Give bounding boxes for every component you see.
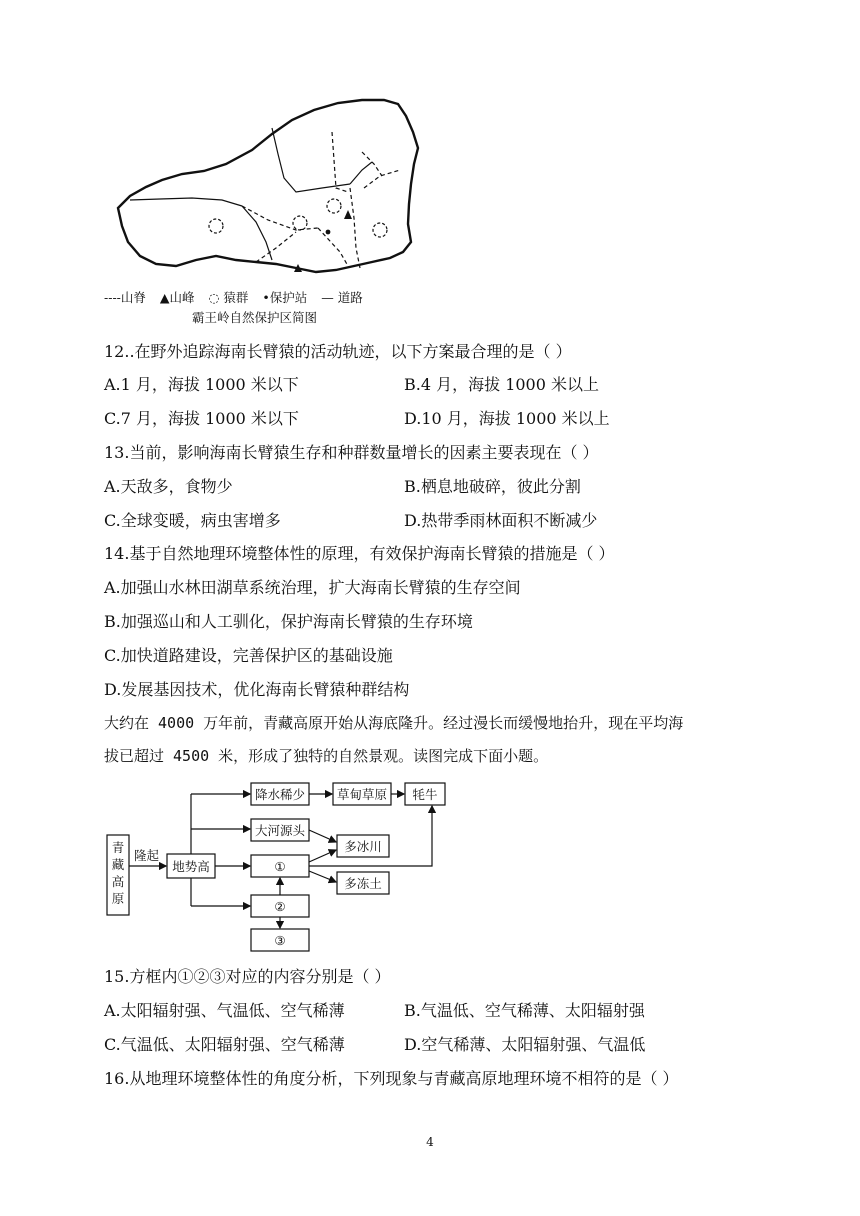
q14-option-d: D.发展基因技术，优化海南长臂猿种群结构 [104, 680, 410, 699]
reserve-map [100, 92, 440, 292]
q14-option-c: C.加快道路建设，完善保护区的基础设施 [104, 646, 393, 665]
legend-gibbon: ◌ 猿群 [208, 290, 249, 305]
uplift-label: 隆起 [134, 848, 160, 863]
gibbon-group-icon [209, 219, 223, 233]
high-terrain-label: 地势高 [172, 859, 210, 874]
q13-option-c: C.全球变暖，病虫害增多 [104, 511, 281, 530]
plateau-flow-diagram [104, 778, 450, 954]
gibbon-group-icon [327, 199, 341, 213]
q14-stem: 14.基于自然地理环境整体性的原理，有效保护海南长臂猿的措施是（ ） [104, 544, 615, 563]
box-1-label: ① [274, 859, 286, 874]
ridge-line [364, 170, 400, 188]
road-line [350, 162, 372, 184]
q12-option-d: D.10 月，海拔 1000 米以上 [404, 409, 610, 428]
plateau-char: 青 [111, 840, 125, 855]
gibbon-group-icon [373, 223, 387, 237]
plateau-char: 藏 [111, 857, 125, 872]
ridge-line [256, 232, 296, 262]
q12-stem: 12..在野外追踪海南长臂猿的活动轨迹，以下方案最合理的是（ ） [104, 342, 572, 361]
box-2-label: ② [274, 899, 286, 914]
ridge-line [318, 228, 348, 266]
plateau-char: 原 [111, 891, 125, 906]
q15-option-b: B.气温低、空气稀薄、太阳辐射强 [404, 1001, 645, 1020]
q15-option-a: A.太阳辐射强、气温低、空气稀薄 [104, 1001, 345, 1020]
plateau-char: 高 [111, 874, 125, 889]
ridge-line [332, 132, 348, 192]
ridge-line [242, 206, 318, 230]
ridge-line [362, 152, 382, 176]
river-source-label: 大河源头 [254, 823, 306, 838]
passage-line-2: 拔已超过 4500 米，形成了独特的自然景观。读图完成下面小题。 [104, 747, 549, 765]
legend-ridge: ----山脊 [104, 290, 146, 305]
map-legend [104, 288, 373, 306]
legend-peak: ▲山峰 [159, 290, 195, 305]
grassland-label: 草甸草原 [336, 787, 388, 802]
q13-stem: 13.当前，影响海南长臂猿生存和种群数量增长的因素主要表现在（ ） [104, 443, 599, 462]
q14-option-a: A.加强山水林田湖草系统治理，扩大海南长臂猿的生存空间 [104, 578, 521, 597]
q12-option-c: C.7 月，海拔 1000 米以下 [104, 409, 299, 428]
rain-label: 降水稀少 [254, 787, 306, 802]
q15-option-c: C.气温低、太阳辐射强、空气稀薄 [104, 1035, 345, 1054]
glacier-label: 多冰川 [344, 839, 382, 854]
q12-option-a: A.1 月，海拔 1000 米以下 [104, 375, 299, 394]
ridge-line [350, 188, 360, 268]
map-caption: 霸王岭自然保护区简图 [192, 310, 318, 325]
q16-stem: 16.从地理环境整体性的角度分析，下列现象与青藏高原地理环境不相符的是（ ） [104, 1069, 679, 1088]
q13-option-a: A.天敌多，食物少 [104, 477, 233, 496]
station-icon [326, 230, 331, 235]
page-number: 4 [426, 1135, 434, 1149]
legend-station: •保护站 [262, 290, 308, 305]
yak-label: 牦牛 [412, 787, 438, 802]
road-line [130, 198, 242, 206]
box-3-label: ③ [274, 933, 286, 948]
q12-option-b: B.4 月，海拔 1000 米以上 [404, 375, 600, 394]
passage-line-1: 大约在 4000 万年前，青藏高原开始从海底隆升。经过漫长而缓慢地抬升，现在平均海 [104, 714, 684, 732]
road-line [272, 128, 350, 192]
permafrost-label: 多冻土 [344, 876, 382, 891]
q14-option-b: B.加强巡山和人工驯化，保护海南长臂猿的生存环境 [104, 612, 473, 631]
q13-option-d: D.热带季雨林面积不断减少 [404, 511, 598, 530]
q15-option-d: D.空气稀薄、太阳辐射强、气温低 [404, 1035, 646, 1054]
q13-option-b: B.栖息地破碎，彼此分割 [404, 477, 581, 496]
legend-road: — 道路 [321, 290, 363, 305]
peak-icon [344, 210, 352, 219]
q15-stem: 15.方框内①②③对应的内容分别是（ ） [104, 967, 391, 986]
gibbon-group-icon [293, 216, 307, 230]
